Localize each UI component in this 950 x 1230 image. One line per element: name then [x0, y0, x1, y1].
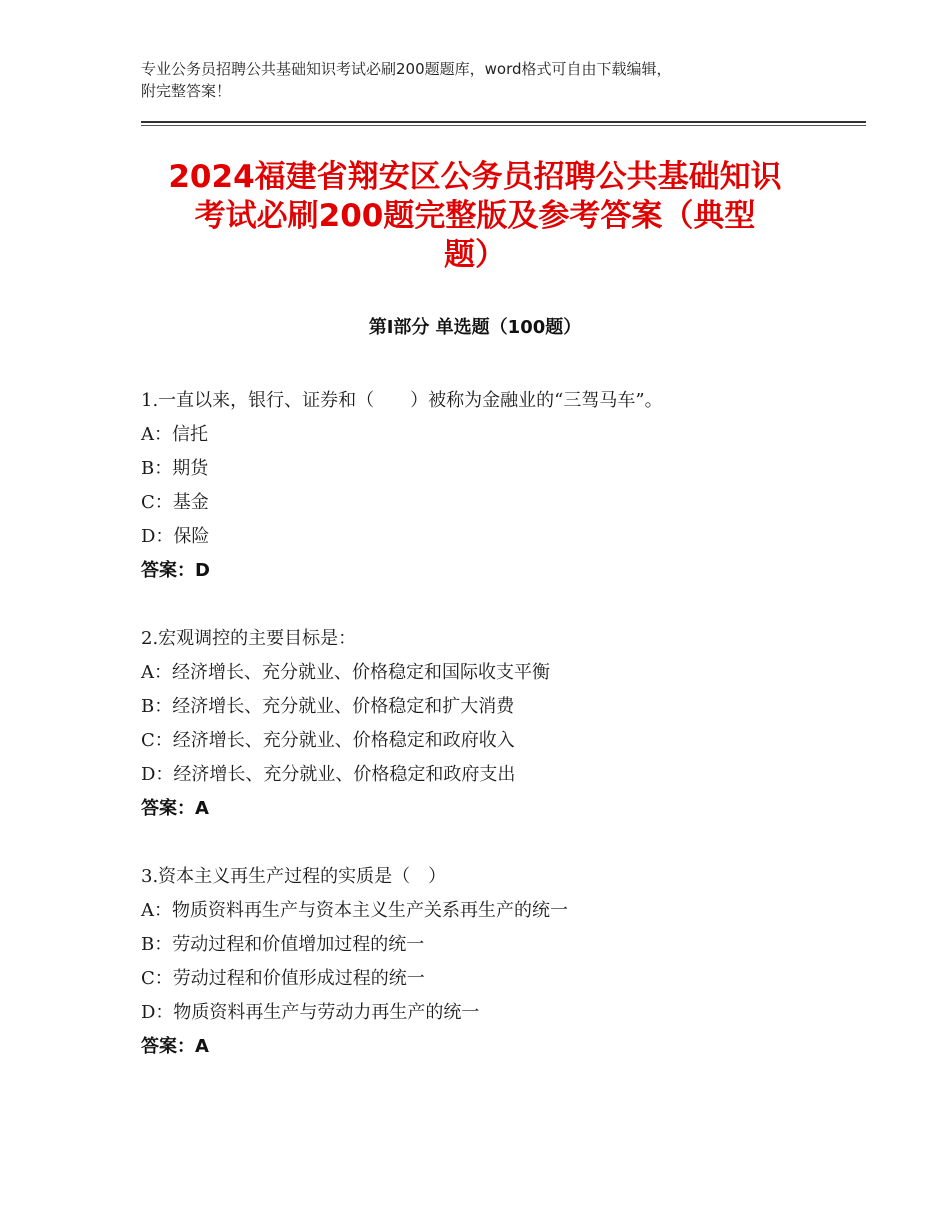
option-d: D：经济增长、充分就业、价格稳定和政府支出	[141, 764, 516, 785]
option-c: C：经济增长、充分就业、价格稳定和政府收入	[141, 730, 515, 751]
document-title-line-2: 考试必刷200题完整版及参考答案（典型	[194, 198, 756, 234]
document-title	[110, 158, 840, 275]
option-c: C：劳动过程和价值形成过程的统一	[141, 968, 425, 989]
answer-line: 答案：A	[141, 1036, 209, 1057]
question-stem: 2.宏观调控的主要目标是：	[141, 628, 357, 649]
answer-line: 答案：A	[141, 798, 209, 819]
option-d: D：物质资料再生产与劳动力再生产的统一	[141, 1002, 480, 1023]
option-a: A：经济增长、充分就业、价格稳定和国际收支平衡	[141, 662, 550, 683]
section-heading: 第Ⅰ部分 单选题（100题）	[368, 317, 582, 338]
question-1	[141, 384, 861, 588]
option-a: A：物质资料再生产与资本主义生产关系再生产的统一	[141, 900, 568, 921]
header-note-line-2: 附完整答案！	[141, 82, 232, 100]
document-title-line-3: 题）	[444, 237, 506, 273]
question-3	[141, 860, 861, 1064]
option-c: C：基金	[141, 492, 209, 513]
answer-line: 答案：D	[141, 560, 210, 581]
option-a: A：信托	[141, 424, 208, 445]
option-b: B：经济增长、充分就业、价格稳定和扩大消费	[141, 696, 515, 717]
question-stem: 3.资本主义再生产过程的实质是（ ）	[141, 866, 447, 887]
question-list	[141, 384, 861, 1098]
header-note	[141, 58, 841, 102]
header-note-line-1: 专业公务员招聘公共基础知识考试必刷200题题库，word格式可自由下载编辑，	[141, 60, 672, 78]
document-title-line-1: 2024福建省翔安区公务员招聘公共基础知识	[168, 159, 782, 195]
option-d: D：保险	[141, 526, 210, 547]
question-2	[141, 622, 861, 826]
option-b: B：期货	[141, 458, 209, 479]
header-divider-thick	[141, 121, 866, 123]
question-stem: 1.一直以来，银行、证券和（ ）被称为金融业的“三驾马车”。	[141, 390, 663, 411]
option-b: B：劳动过程和价值增加过程的统一	[141, 934, 425, 955]
header-divider-thin	[141, 125, 866, 126]
